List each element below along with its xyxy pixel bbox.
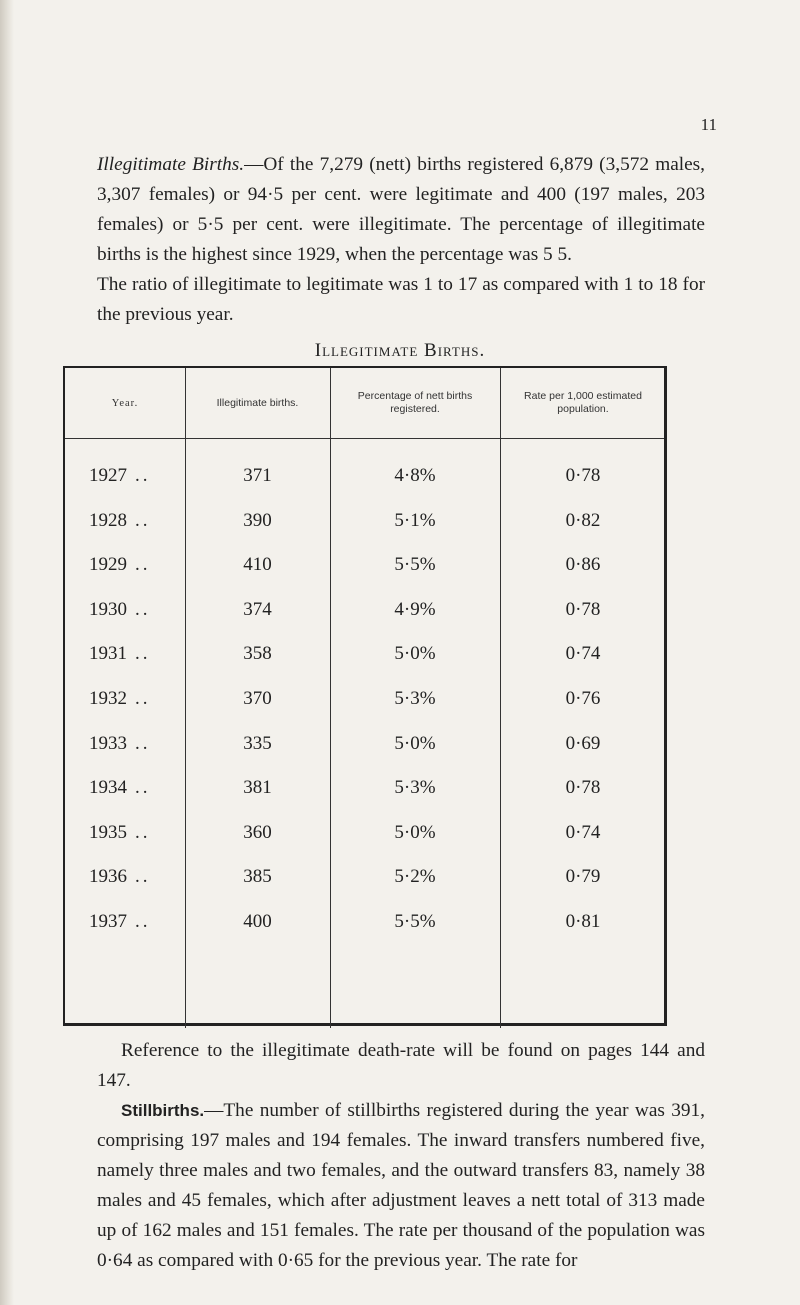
stillbirths-text: —The number of stillbirths registered during the year was 391, comprising 197 males and 194 females. The inward transfers numbered five, namely three males and two females, and the outward transfers 83, namely 38 males and 45 females, which after adjustment leaves a nett total of 313 made up of 162 males and 151 females. The rate per thousand of the population was 0·64 as compared with 0·65 for the previous year. The rate for [97, 1100, 705, 1271]
year-cell [65, 724, 185, 764]
rate-cell: 0·69 [565, 732, 601, 754]
leader-dots: .. [135, 554, 151, 576]
percentage-cell: 5·0% [394, 643, 436, 665]
births-cell: 381 [243, 777, 272, 799]
year-value: 1934 [89, 777, 127, 799]
page-number: 11 [700, 115, 717, 134]
births-cell: 410 [243, 554, 272, 576]
rate-cell: 0·86 [565, 554, 601, 576]
year-value: 1930 [89, 598, 127, 620]
year-cell [65, 590, 185, 630]
reference-paragraph: Reference to the illegitimate death-rate will be found on pages 144 and 147. [97, 1040, 705, 1091]
leader-dots: .. [135, 688, 151, 709]
leader-dots: .. [135, 509, 151, 531]
year-value: 1932 [89, 688, 127, 709]
year-cell [65, 902, 185, 942]
births-cell: 374 [243, 598, 272, 620]
illegitimate-births-heading: Illegitimate Births. [97, 154, 245, 175]
percentage-cell: 5·1% [394, 509, 436, 531]
year-cell [65, 679, 185, 719]
rate-cell: 0·82 [565, 509, 601, 531]
leader-dots: .. [135, 911, 151, 932]
percentage-cell: 5·0% [394, 732, 436, 754]
table-row [65, 768, 664, 808]
year-value: 1929 [89, 554, 127, 576]
table-row [65, 456, 664, 496]
births-cell: 371 [243, 465, 272, 486]
leader-dots: .. [135, 598, 151, 620]
rate-cell: 0·76 [565, 688, 601, 709]
header-rate: Rate per 1,000 estimated population. [524, 390, 642, 415]
table-title: Illegitimate Births. [314, 340, 486, 361]
percentage-cell: 5·0% [394, 821, 436, 843]
illegitimate-births-table [63, 366, 667, 1026]
table-row [65, 724, 664, 764]
rate-cell: 0·78 [565, 465, 601, 486]
header-rule [65, 438, 664, 439]
year-value: 1927 [89, 465, 127, 486]
year-cell [65, 456, 185, 496]
rate-cell: 0·78 [565, 777, 601, 799]
year-value: 1936 [89, 866, 127, 888]
year-value: 1937 [89, 911, 127, 932]
births-cell: 358 [243, 643, 272, 665]
year-cell [65, 501, 185, 541]
percentage-cell: 4·9% [394, 598, 436, 620]
table-row [65, 857, 664, 897]
births-cell: 360 [243, 821, 272, 843]
births-cell: 390 [243, 509, 272, 531]
table-row [65, 634, 664, 674]
header-year: Year. [111, 397, 139, 409]
percentage-cell: 5·2% [394, 866, 436, 888]
percentage-cell: 5·5% [394, 911, 436, 932]
table-row [65, 501, 664, 541]
leader-dots: .. [135, 465, 151, 486]
table-row [65, 590, 664, 630]
births-cell: 385 [243, 866, 272, 888]
table-row [65, 545, 664, 585]
rate-cell: 0·81 [565, 911, 601, 932]
leader-dots: .. [135, 777, 151, 799]
leader-dots: .. [135, 643, 151, 665]
table-row [65, 679, 664, 719]
percentage-cell: 5·3% [394, 688, 436, 709]
year-value: 1935 [89, 821, 127, 843]
rate-cell: 0·78 [565, 598, 601, 620]
illegitimate-births-paragraph [97, 150, 705, 270]
year-cell [65, 634, 185, 674]
stillbirths-paragraph [97, 1096, 705, 1276]
header-percentage: Percentage of nett births registered. [357, 390, 473, 415]
year-cell [65, 545, 185, 585]
table-row [65, 813, 664, 853]
births-cell: 335 [243, 732, 272, 754]
leader-dots: .. [135, 732, 151, 754]
year-cell [65, 857, 185, 897]
page-binding-edge [0, 0, 14, 1305]
year-cell [65, 813, 185, 853]
year-value: 1933 [89, 732, 127, 754]
year-value: 1928 [89, 509, 127, 531]
percentage-cell: 5·5% [394, 554, 436, 576]
percentage-cell: 5·3% [394, 777, 436, 799]
ratio-paragraph: The ratio of illegitimate to legitimate was 1 to 17 as compared with 1 to 18 for the previous year. [97, 274, 705, 325]
year-cell [65, 768, 185, 808]
year-value: 1931 [89, 643, 127, 665]
header-illegitimate-births: Illegitimate births. [216, 396, 299, 409]
percentage-cell: 4·8% [394, 465, 436, 486]
rate-cell: 0·79 [565, 866, 601, 888]
leader-dots: .. [135, 866, 151, 888]
births-cell: 400 [243, 911, 272, 932]
births-cell: 370 [243, 688, 272, 709]
rate-cell: 0·74 [565, 643, 601, 665]
illegitimate-births-text: —Of the 7,279 (nett) births registered 6,879 (3,572 males, 3,307 females) or 94·5 per cent. were legitimate and 400 (197 males, 203 females) or 5·5 per cent. were illegitimate. The percentage of illegitimate births is the highest since 1929, when the percentage was 5 5. [97, 154, 705, 265]
rate-cell: 0·74 [565, 821, 601, 843]
stillbirths-heading: Stillbirths. [121, 1101, 205, 1120]
leader-dots: .. [135, 821, 151, 843]
table-row [65, 902, 664, 942]
